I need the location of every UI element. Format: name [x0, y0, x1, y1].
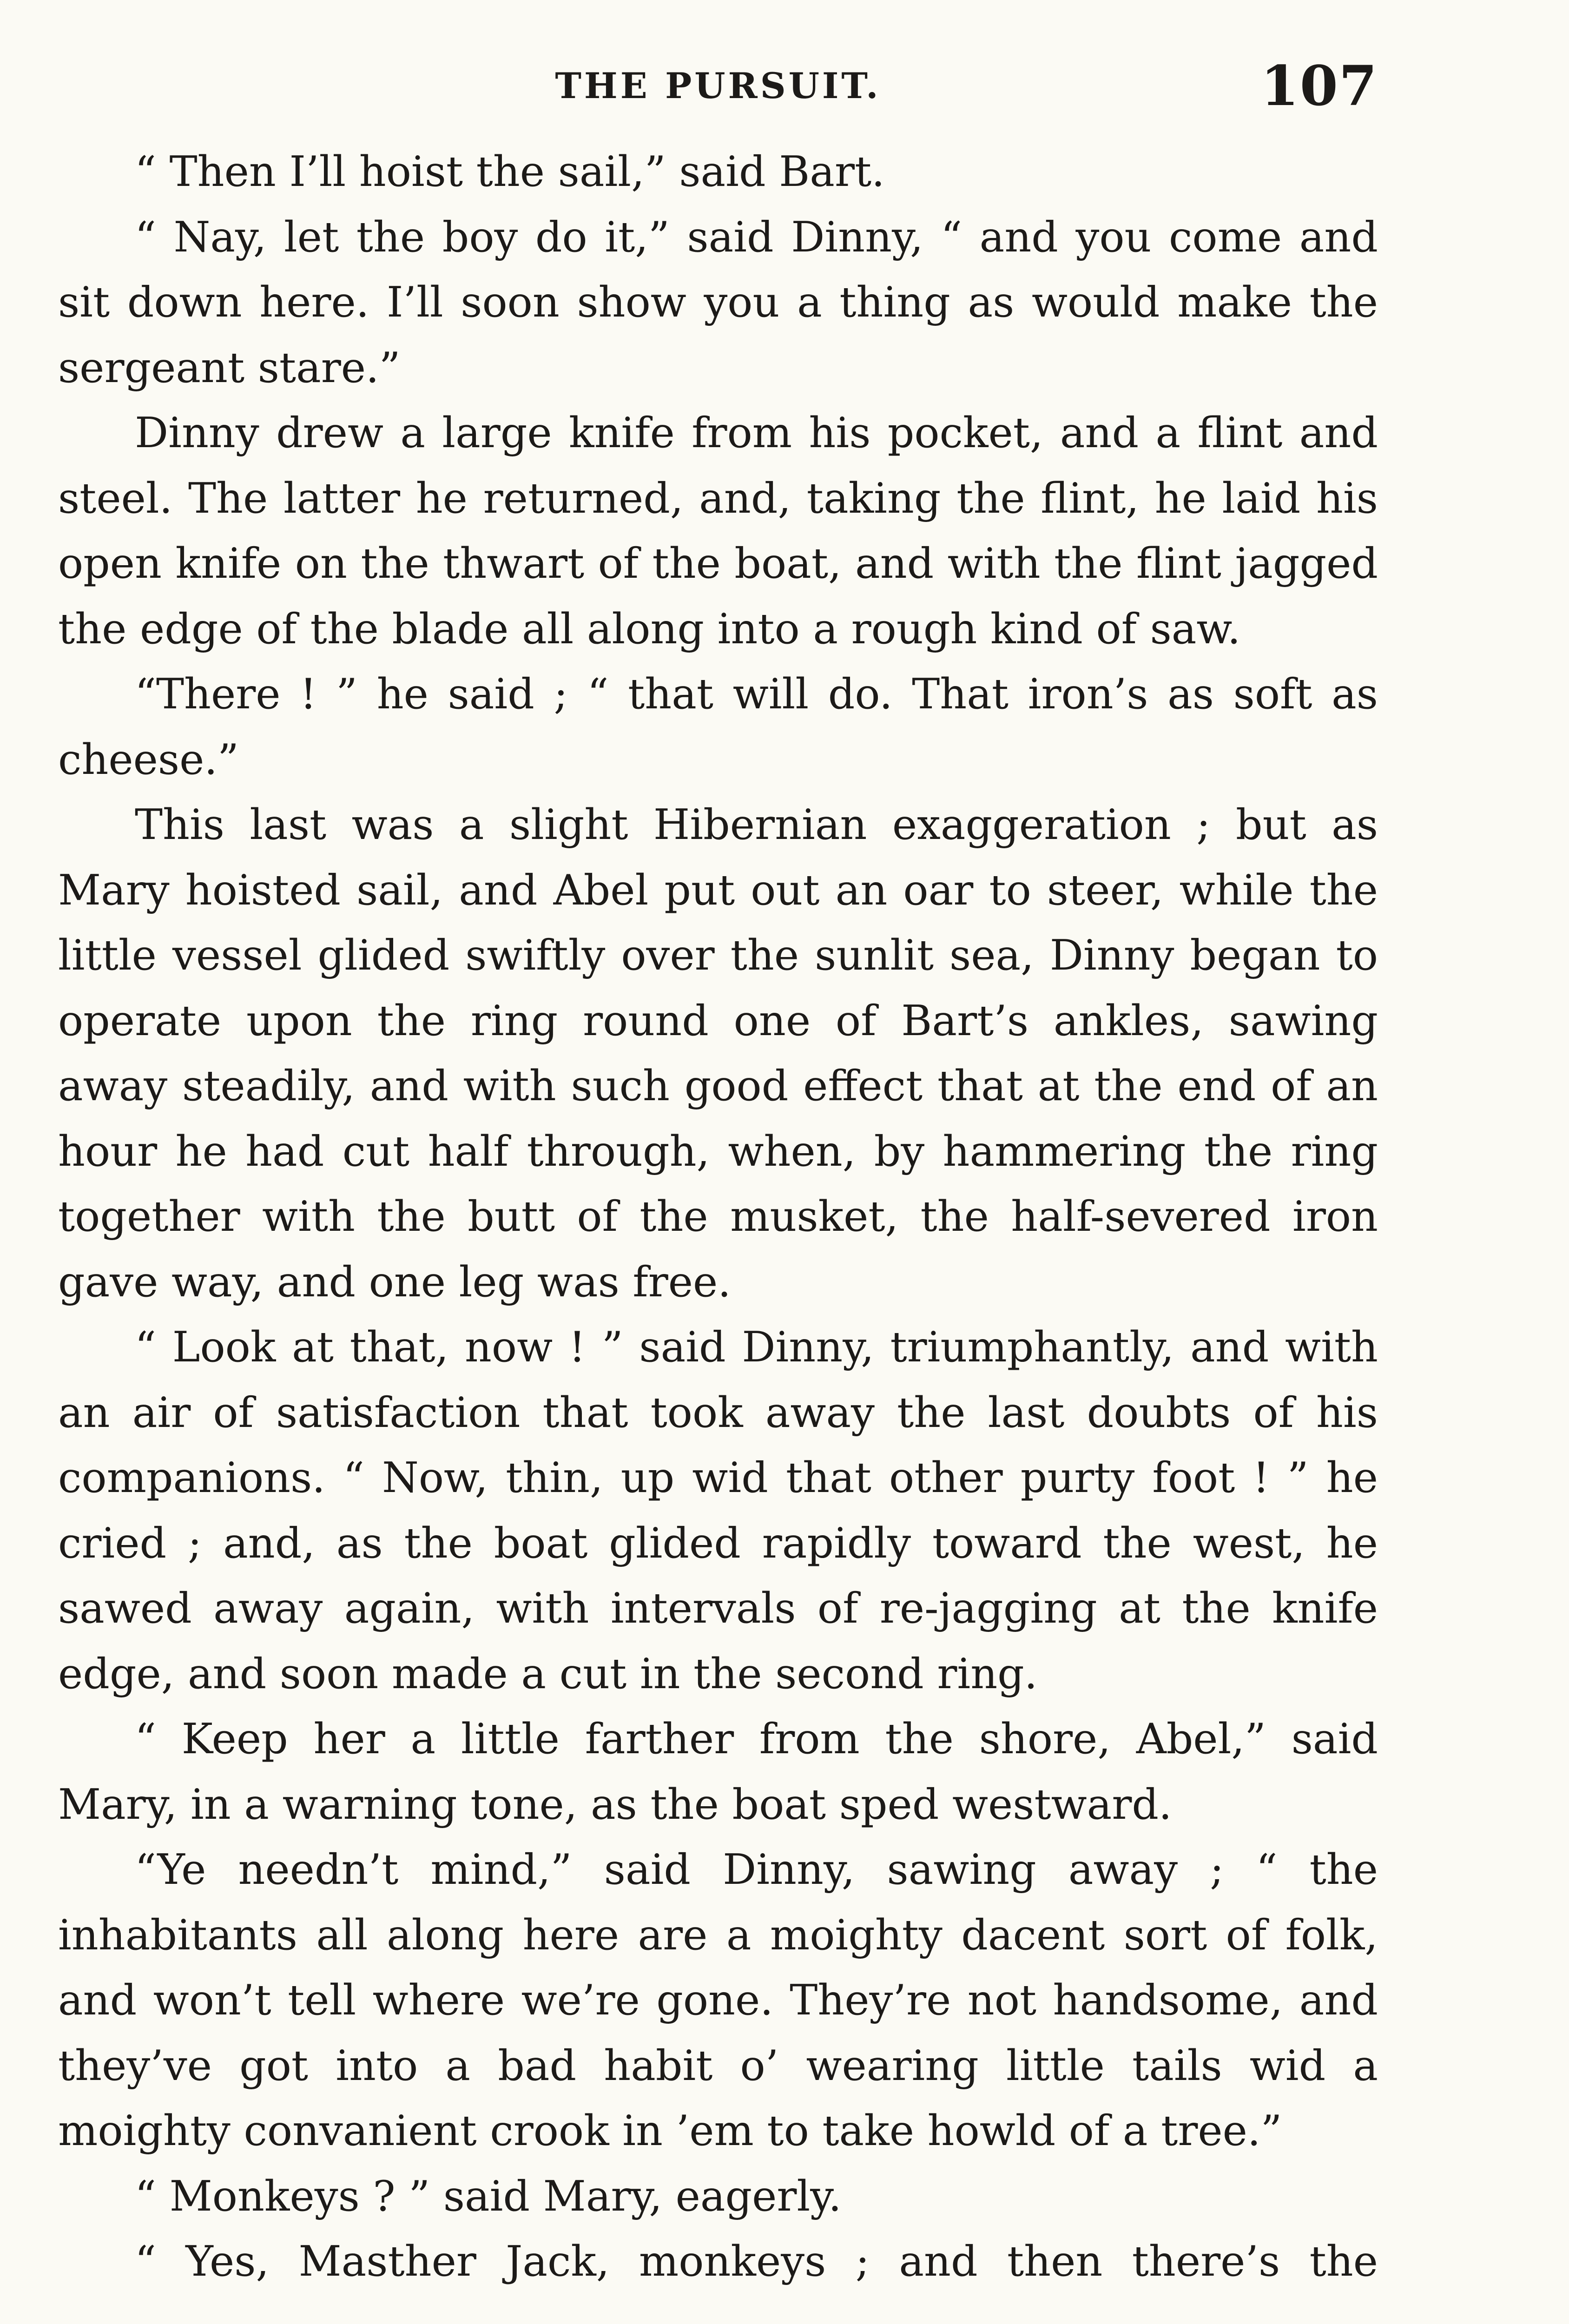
paragraph: This last was a slight Hibernian exaggeration ; but as Mary hoisted sail, and Abel put out an oar to steer, while the little vessel glided swiftly over the sunlit sea, Dinny began to operate upon the ring round one of Bart’s ankles, sawing away steadily, and with such good effect that at the end of an hour he had cut half through, when, by hammering the ring together with the butt of the musket, the half-severed iron gave way, and one leg was free.: [58, 800, 1378, 1307]
paragraph: “ Look at that, now ! ” said Dinny, triumphantly, and with an air of satisfaction that took away the last doubts of his companions. “ Now, thin, up wid that other purty foot ! ” he cried ; and, as the boat glided rapidly toward the west, he sawed away again, with intervals of re-jagging at the knife edge, and soon made a cut in the second ring.: [58, 1323, 1378, 1698]
paragraph: “Ye needn’t mind,” said Dinny, sawing away ; “ the inhabitants all along here are a moighty dacent sort of folk, and won’t tell where we’re gone. They’re not handsome, and they’ve got into a bad habit o’ wearing little tails wid a moighty convanient crook in ’em to take howld of a tree.”: [58, 1845, 1378, 2155]
paragraph: “There ! ” he said ; “ that will do. That iron’s as soft as cheese.”: [58, 670, 1378, 784]
paragraph: “ Nay, let the boy do it,” said Dinny, “ and you come and sit down here. I’ll soon show you a thing as would make the sergeant stare.”: [58, 212, 1378, 392]
paragraph: “ Then I’ll hoist the sail,” said Bart.: [135, 147, 885, 196]
paragraph: “ Keep her a little farther from the shore, Abel,” said Mary, in a warning tone, as the boat sped westward.: [58, 1715, 1378, 1829]
paragraph-continued: “ Yes, Masther Jack, monkeys ; and then there’s the: [135, 2237, 1378, 2286]
paragraph: Dinny drew a large knife from his pocket, and a flint and steel. The latter he returned, and, taking the flint, he laid his open knife on the thwart of the boat, and with the flint jagged the edge of the blade all along into a rough kind of saw.: [58, 409, 1378, 654]
running-head: [58, 51, 1378, 121]
page-number: 107: [1260, 53, 1378, 118]
running-title: THE PURSUIT.: [555, 65, 881, 106]
body-text: [58, 139, 1378, 2295]
paragraph: “ Monkeys ? ” said Mary, eagerly.: [135, 2172, 842, 2221]
